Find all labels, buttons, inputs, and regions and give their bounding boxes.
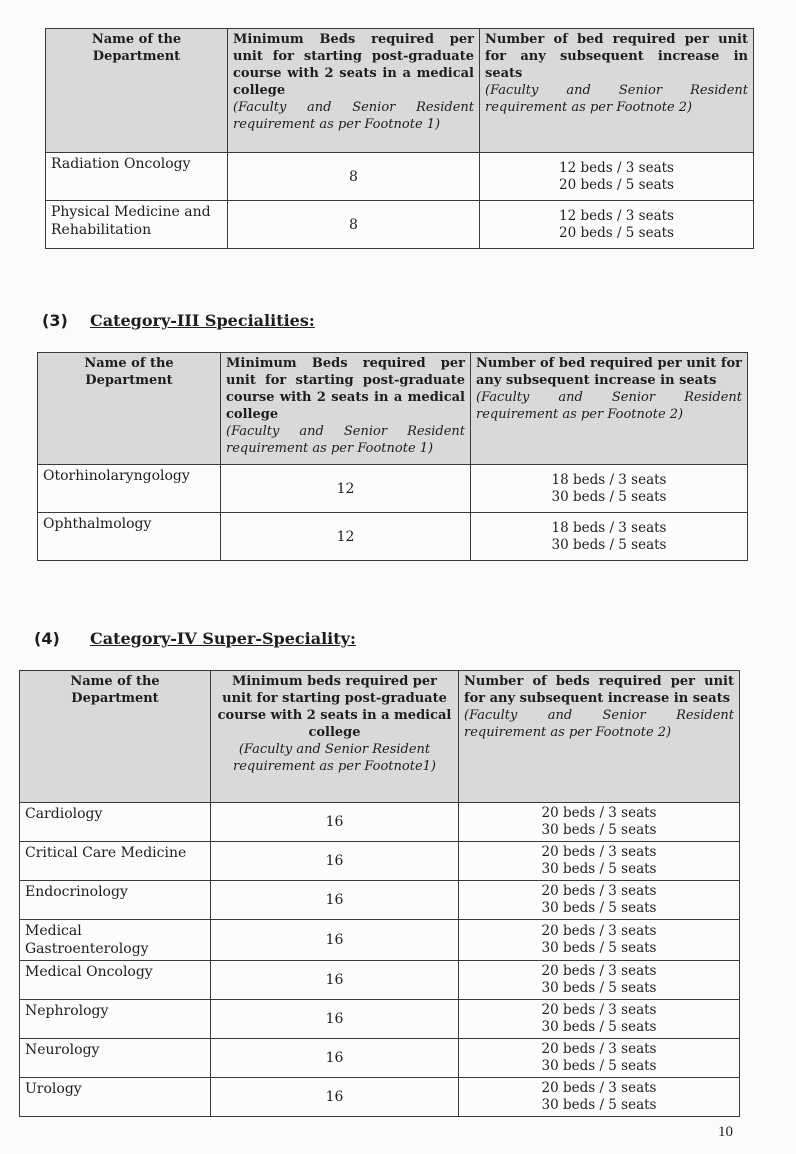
department-cell: Otorhinolaryngology bbox=[38, 465, 221, 513]
header-min-beds-note: (Faculty and Senior Resident requirement as per Footnote 1) bbox=[233, 100, 474, 132]
min-beds-cell: 16 bbox=[211, 842, 459, 881]
increase-cell bbox=[459, 961, 740, 1000]
table-row bbox=[38, 465, 748, 513]
increase-line: 30 beds / 5 seats bbox=[541, 861, 657, 877]
department-cell: Radiation Oncology bbox=[46, 153, 228, 201]
increase-cell bbox=[459, 1000, 740, 1039]
department-cell: Medical Gastroenterology bbox=[20, 920, 211, 961]
header-increase-note: (Faculty and Senior Resident requirement as per Footnote 2) bbox=[476, 390, 742, 422]
header-increase-note: (Faculty and Senior Resident requirement as per Footnote 2) bbox=[464, 708, 734, 740]
section-index: (4) bbox=[34, 629, 60, 648]
increase-line: 18 beds / 3 seats bbox=[551, 471, 667, 488]
header-increase: Number of bed required per unit for any subsequent increase in seats (Faculty and Senior Resident requirement as per Footnote 2) bbox=[480, 29, 754, 153]
increase-cell bbox=[471, 513, 748, 561]
increase-cell bbox=[471, 465, 748, 513]
increase-cell bbox=[459, 803, 740, 842]
table-row bbox=[20, 1000, 740, 1039]
header-min-beds-note: (Faculty and Senior Resident requirement as per Footnote1) bbox=[233, 742, 436, 774]
min-beds-cell: 12 bbox=[221, 513, 471, 561]
department-cell: Critical Care Medicine bbox=[20, 842, 211, 881]
min-beds-cell: 16 bbox=[211, 961, 459, 1000]
header-department: Name of the Department bbox=[38, 353, 221, 465]
section-heading-3 bbox=[42, 311, 315, 330]
increase-line: 20 beds / 3 seats bbox=[541, 963, 657, 979]
department-cell: Cardiology bbox=[20, 803, 211, 842]
table-body bbox=[46, 153, 754, 249]
department-cell: Neurology bbox=[20, 1039, 211, 1078]
increase-line: 30 beds / 5 seats bbox=[541, 1019, 657, 1035]
increase-line: 12 beds / 3 seats bbox=[558, 207, 674, 224]
increase-cell bbox=[459, 1039, 740, 1078]
header-increase: Number of bed required per unit for any subsequent increase in seats (Faculty and Senior Resident requirement as per Footnote 2) bbox=[471, 353, 748, 465]
table-row bbox=[20, 961, 740, 1000]
min-beds-cell: 8 bbox=[228, 201, 480, 249]
increase-line: 20 beds / 3 seats bbox=[541, 1080, 657, 1096]
increase-line: 12 beds / 3 seats bbox=[558, 159, 674, 176]
increase-line: 20 beds / 3 seats bbox=[541, 844, 657, 860]
min-beds-cell: 16 bbox=[211, 1039, 459, 1078]
table-category-iii bbox=[37, 352, 748, 561]
min-beds-cell: 16 bbox=[211, 803, 459, 842]
min-beds-cell: 8 bbox=[228, 153, 480, 201]
increase-line: 30 beds / 5 seats bbox=[551, 536, 667, 553]
increase-cell bbox=[480, 153, 754, 201]
table-row bbox=[46, 201, 754, 249]
increase-line: 20 beds / 3 seats bbox=[541, 923, 657, 939]
table-category-iv bbox=[19, 670, 740, 1117]
min-beds-cell: 12 bbox=[221, 465, 471, 513]
table-row bbox=[20, 881, 740, 920]
header-min-beds: Minimum Beds required per unit for starting post-graduate course with 2 seats in a medical college (Faculty and Senior Resident requirement as per Footnote 1) bbox=[221, 353, 471, 465]
increase-line: 30 beds / 5 seats bbox=[541, 1097, 657, 1113]
increase-cell bbox=[459, 881, 740, 920]
increase-line: 30 beds / 5 seats bbox=[551, 488, 667, 505]
increase-line: 20 beds / 5 seats bbox=[558, 224, 674, 241]
section-index: (3) bbox=[42, 311, 68, 330]
department-cell: Ophthalmology bbox=[38, 513, 221, 561]
table-row bbox=[20, 842, 740, 881]
page-number: 10 bbox=[718, 1124, 733, 1140]
increase-line: 30 beds / 5 seats bbox=[541, 900, 657, 916]
increase-line: 30 beds / 5 seats bbox=[541, 1058, 657, 1074]
min-beds-cell: 16 bbox=[211, 920, 459, 961]
table-row bbox=[20, 1078, 740, 1117]
department-cell: Medical Oncology bbox=[20, 961, 211, 1000]
department-cell: Physical Medicine and Rehabilitation bbox=[46, 201, 228, 249]
department-cell: Urology bbox=[20, 1078, 211, 1117]
table-row bbox=[46, 153, 754, 201]
increase-line: 18 beds / 3 seats bbox=[551, 519, 667, 536]
increase-cell bbox=[459, 842, 740, 881]
table-row bbox=[20, 1039, 740, 1078]
increase-cell bbox=[459, 1078, 740, 1117]
header-department: Name of the Department bbox=[46, 29, 228, 153]
min-beds-cell: 16 bbox=[211, 881, 459, 920]
table-body bbox=[20, 803, 740, 1117]
header-min-beds: Minimum beds required per unit for starting post-graduate course with 2 seats in a medical college (Faculty and Senior Resident requirement as per Footnote1) bbox=[211, 671, 459, 803]
increase-line: 20 beds / 3 seats bbox=[541, 883, 657, 899]
department-cell: Nephrology bbox=[20, 1000, 211, 1039]
increase-line: 30 beds / 5 seats bbox=[541, 822, 657, 838]
section-title: Category-III Specialities: bbox=[90, 311, 315, 330]
increase-cell bbox=[480, 201, 754, 249]
header-increase-note: (Faculty and Senior Resident requirement as per Footnote 2) bbox=[485, 83, 748, 115]
increase-line: 20 beds / 3 seats bbox=[541, 1041, 657, 1057]
min-beds-cell: 16 bbox=[211, 1078, 459, 1117]
increase-cell bbox=[459, 920, 740, 961]
table-body bbox=[38, 465, 748, 561]
table-row bbox=[20, 920, 740, 961]
table-row bbox=[38, 513, 748, 561]
header-min-beds: Minimum Beds required per unit for starting post-graduate course with 2 seats in a medical college (Faculty and Senior Resident requirement as per Footnote 1) bbox=[228, 29, 480, 153]
table-continued bbox=[45, 28, 754, 249]
min-beds-cell: 16 bbox=[211, 1000, 459, 1039]
increase-line: 30 beds / 5 seats bbox=[541, 940, 657, 956]
increase-line: 20 beds / 3 seats bbox=[541, 1002, 657, 1018]
department-cell: Endocrinology bbox=[20, 881, 211, 920]
section-title: Category-IV Super-Speciality: bbox=[90, 629, 356, 648]
header-min-beds-note: (Faculty and Senior Resident requirement as per Footnote 1) bbox=[226, 424, 465, 456]
increase-line: 20 beds / 3 seats bbox=[541, 805, 657, 821]
header-increase: Number of beds required per unit for any subsequent increase in seats (Faculty and Senior Resident requirement as per Footnote 2) bbox=[459, 671, 740, 803]
increase-line: 20 beds / 5 seats bbox=[558, 176, 674, 193]
section-heading-4 bbox=[34, 629, 356, 648]
increase-line: 30 beds / 5 seats bbox=[541, 980, 657, 996]
header-department: Name of the Department bbox=[20, 671, 211, 803]
table-row bbox=[20, 803, 740, 842]
